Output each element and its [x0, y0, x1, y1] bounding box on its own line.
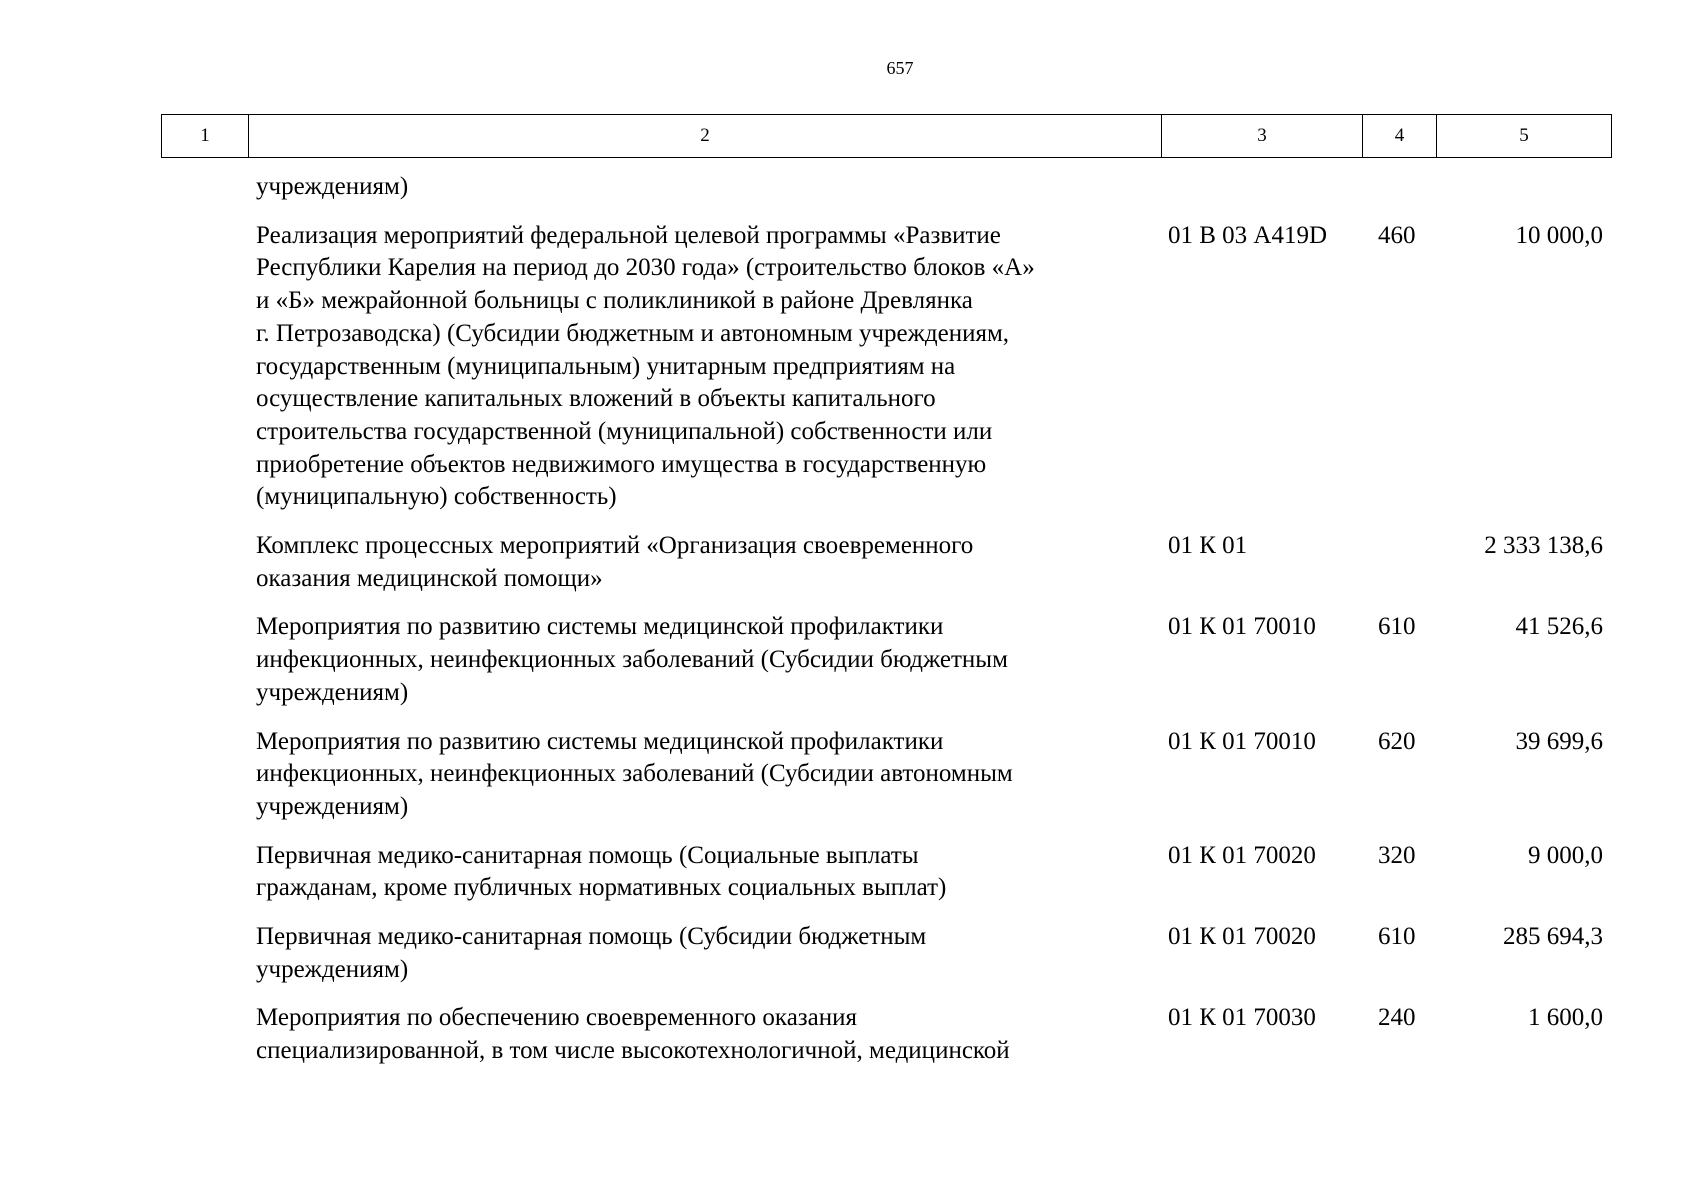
row-amount: 39 699,6 — [1515, 727, 1603, 755]
header-col-3: 3 — [1161, 115, 1362, 157]
row-name: Мероприятия по развитию системы медицинской профилактики инфекционных, неинфекционных заболеваний (Субсидии бюджетным учреждениям) — [256, 613, 1008, 706]
row-type: 610 — [1378, 923, 1416, 951]
row-amount: 1 600,0 — [1528, 1004, 1603, 1032]
row-type: 240 — [1378, 1004, 1416, 1032]
row-amount: 41 526,6 — [1515, 613, 1603, 641]
row-code: 01 К 01 70030 — [1168, 1004, 1316, 1032]
row-name: Мероприятия по развитию системы медицинской профилактики инфекционных, неинфекционных заболеваний (Субсидии автономным учреждениям) — [256, 727, 1013, 820]
table-header — [161, 114, 1612, 158]
row-type: 460 — [1378, 221, 1416, 249]
row-code: 01 К 01 70020 — [1168, 923, 1316, 951]
table-row — [0, 530, 1697, 595]
header-col-5: 5 — [1436, 115, 1611, 157]
row-type: 620 — [1378, 727, 1416, 755]
row-name: Комплекс процессных мероприятий «Организация своевременного оказания медицинской помощи» — [256, 532, 974, 592]
table-row — [0, 726, 1697, 824]
row-name: Мероприятия по обеспечению своевременного оказания специализированной, в том числе высокотехнологичной, медицинской — [256, 1004, 1010, 1065]
row-name: Первичная медико-санитарная помощь (Социальные выплаты гражданам, кроме публичных нормативных социальных выплат) — [256, 841, 947, 902]
table-row — [0, 921, 1697, 986]
table-row — [0, 840, 1697, 905]
header-col-2: 2 — [248, 115, 1161, 157]
row-code: 01 В 03 А419D — [1168, 221, 1328, 249]
row-code: 01 К 01 — [1168, 532, 1248, 560]
table-row — [0, 171, 1697, 204]
row-amount: 2 333 138,6 — [1484, 532, 1603, 560]
row-name: Первичная медико-санитарная помощь (Субсидии бюджетным учреждениям) — [256, 923, 927, 983]
table-row — [0, 611, 1697, 709]
row-code: 01 К 01 70010 — [1168, 727, 1316, 755]
table-body — [0, 171, 1697, 1068]
row-name: Реализация мероприятий федеральной целевой программы «Развитие Республики Карелия на период до 2030 года» (строительство блоков «А» и «Б» межрайонной больницы с поликлиникой в районе Древлянка г. Петрозаводска) (Субсидии бюджетным и автономным учреждениям, государственным (муниципальным) унитарным предприятиям на осуществление капитальных вложений в объекты капитального строительства государственной (муниципальной) собственности или приобретение объектов недвижимого имущества в государственную (муниципальную) собственность) — [256, 221, 1035, 511]
table-row — [0, 220, 1697, 514]
header-col-1: 1 — [200, 125, 210, 146]
page-number: 657 — [886, 58, 914, 78]
row-code: 01 К 01 70010 — [1168, 613, 1316, 641]
row-amount: 9 000,0 — [1528, 841, 1603, 869]
row-type: 610 — [1378, 613, 1416, 641]
row-amount: 285 694,3 — [1503, 923, 1603, 951]
row-code: 01 К 01 70020 — [1168, 841, 1316, 869]
row-type: 320 — [1378, 841, 1416, 869]
row-name: учреждениям) — [256, 173, 409, 200]
header-col-4: 4 — [1362, 115, 1436, 157]
row-amount: 10 000,0 — [1515, 221, 1603, 249]
table-row — [0, 1002, 1697, 1067]
